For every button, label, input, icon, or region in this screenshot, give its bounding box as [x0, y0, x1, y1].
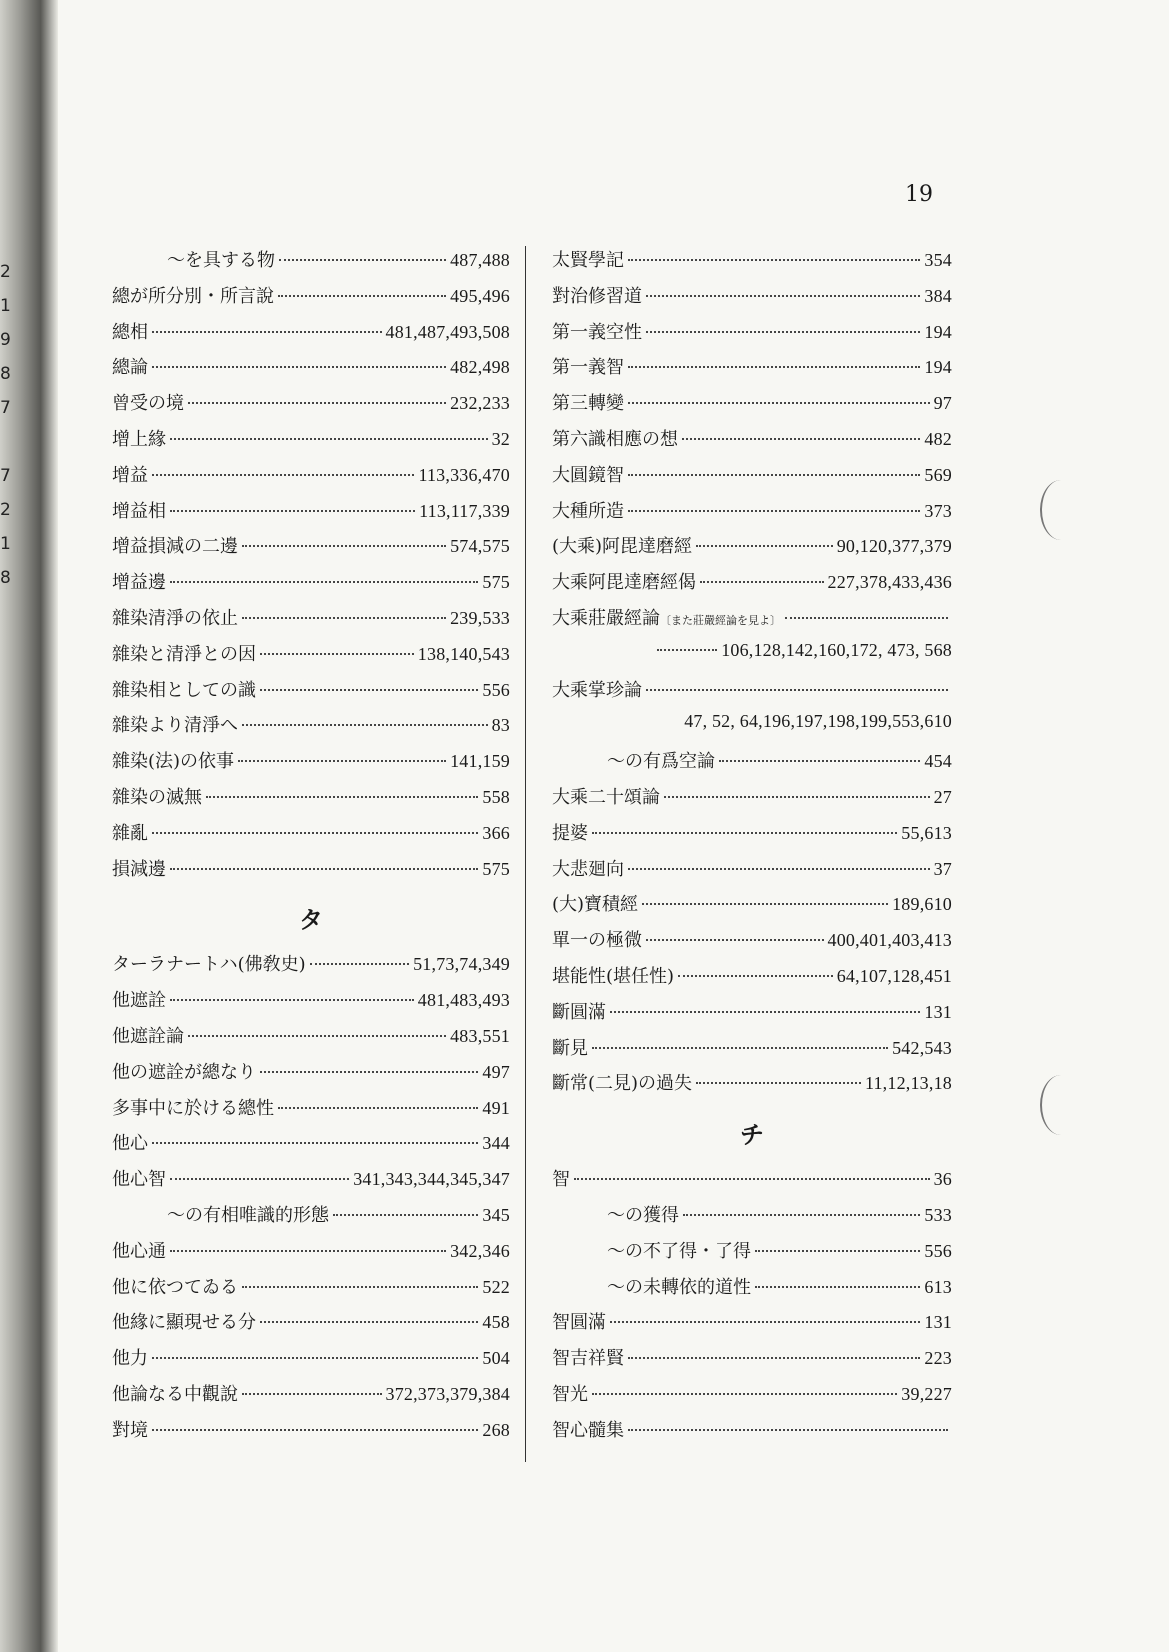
index-entry	[112, 950, 510, 986]
leader-dots	[628, 868, 930, 870]
entry-pages: 27	[933, 786, 952, 807]
leader-dots	[152, 366, 446, 368]
index-entry	[112, 819, 510, 855]
entry-term: 對治修習道	[552, 285, 642, 307]
edge-digit: 7	[0, 398, 11, 418]
index-entry	[112, 532, 510, 568]
index-entry	[112, 604, 510, 640]
entry-term: 大乘掌珍論	[552, 679, 642, 701]
index-entry	[112, 1129, 510, 1165]
leader-dots	[242, 1286, 478, 1288]
entry-term: 增益相	[112, 500, 166, 522]
leader-dots	[278, 295, 446, 297]
leader-dots	[628, 402, 930, 404]
section-heading-chi: チ	[740, 1121, 764, 1150]
index-entry	[112, 1058, 510, 1094]
index-entry	[552, 425, 952, 461]
entry-pages: 11,12,13,18	[864, 1073, 952, 1094]
index-column-left	[112, 246, 510, 1452]
leader-dots	[646, 939, 824, 941]
leader-dots	[755, 1250, 920, 1252]
entry-term: 〜の未轉依的道性	[607, 1276, 751, 1298]
index-entry	[112, 568, 510, 604]
entry-pages: 354	[924, 250, 952, 270]
entry-term: 雜染より清淨へ	[112, 715, 238, 737]
index-entry	[112, 1237, 510, 1273]
index-entry	[112, 1201, 510, 1237]
leader-dots	[678, 975, 833, 977]
entry-pages: 113,336,470	[418, 464, 510, 485]
section-heading-ta: タ	[299, 906, 323, 935]
entry-pages: 542,543	[892, 1037, 952, 1058]
index-entry	[112, 1165, 510, 1201]
entry-term: 〜の不了得・了得	[607, 1240, 751, 1262]
index-entry	[112, 461, 510, 497]
entry-term: 他緣に顯現せる分	[112, 1312, 256, 1334]
entry-term: 大乘莊嚴經論	[552, 607, 660, 629]
entry-pages: 194	[924, 357, 952, 378]
entry-pages: 138,140,543	[417, 643, 510, 664]
entry-pages: 141,159	[450, 751, 510, 772]
entry-term: 智光	[552, 1383, 588, 1405]
leader-dots	[333, 1214, 478, 1216]
entry-pages: 36	[933, 1169, 952, 1190]
leader-dots	[646, 689, 948, 691]
pencil-mark	[1040, 480, 1082, 540]
index-entry	[112, 855, 510, 891]
index-entry	[552, 1165, 952, 1201]
edge-digit: 1	[0, 534, 11, 554]
index-entry	[552, 604, 952, 640]
index-entry	[112, 711, 510, 747]
entry-term: 智	[552, 1169, 570, 1191]
entry-pages: 345	[482, 1204, 510, 1225]
index-entry	[552, 1034, 952, 1070]
entry-term: 智吉祥賢	[552, 1348, 624, 1370]
leader-dots	[785, 617, 948, 619]
leader-dots	[170, 999, 414, 1001]
entry-term: 雜染の滅無	[112, 786, 202, 808]
leader-dots	[610, 1011, 920, 1013]
index-column-right	[552, 246, 952, 1452]
index-entry	[552, 1201, 952, 1237]
index-entry	[112, 783, 510, 819]
leader-dots	[278, 1107, 478, 1109]
leader-dots	[642, 903, 888, 905]
index-entry	[112, 1344, 510, 1380]
entry-term: 總相	[112, 321, 148, 343]
leader-dots	[646, 295, 920, 297]
entry-term: 第三轉變	[552, 393, 624, 415]
leader-dots	[188, 402, 446, 404]
entry-pages: 194	[924, 321, 952, 342]
index-entry	[552, 532, 952, 568]
entry-term: 大悲廻向	[552, 858, 624, 880]
entry-pages: 90,120,377,379	[836, 536, 952, 557]
edge-digit	[0, 425, 14, 459]
index-entry	[112, 1022, 510, 1058]
edge-digit: 7	[0, 466, 11, 486]
index-entry	[552, 890, 952, 926]
leader-dots	[279, 259, 446, 261]
index-entry	[552, 246, 952, 282]
entry-pages: 97	[933, 393, 952, 414]
index-entry	[552, 497, 952, 533]
leader-dots	[152, 331, 382, 333]
entry-term: 他遮詮	[112, 990, 166, 1012]
entry-pages: 522	[482, 1276, 510, 1297]
entry-term: 堪能性(堪任性)	[552, 965, 675, 987]
index-entry	[552, 1237, 952, 1273]
entry-term: 〜の有爲空論	[607, 751, 715, 773]
entry-term: 單一の極微	[552, 930, 642, 952]
entry-list-left-a	[112, 246, 510, 890]
leader-dots	[170, 438, 488, 440]
index-entry	[552, 389, 952, 425]
entry-term: 大種所造	[552, 500, 624, 522]
index-entry	[552, 1069, 952, 1105]
entry-pages: 495,496	[450, 285, 510, 306]
leader-dots	[242, 1393, 382, 1395]
entry-pages: 481,487,493,508	[385, 321, 510, 342]
entry-term: 太賢學記	[552, 250, 624, 271]
entry-term: 曾受の境	[112, 393, 184, 415]
index-entry	[112, 1094, 510, 1130]
leader-dots	[170, 1250, 446, 1252]
leader-dots	[260, 689, 478, 691]
previous-page-edge-digits	[0, 255, 14, 595]
index-entry	[552, 1380, 952, 1416]
entry-term: 他の遮詮が總なり	[112, 1061, 256, 1083]
entry-term: 總論	[112, 357, 148, 379]
entry-pages: 613	[924, 1276, 952, 1297]
leader-dots	[683, 1214, 920, 1216]
leader-dots	[188, 1035, 446, 1037]
entry-pages: 268	[482, 1419, 510, 1440]
entry-pages: 341,343,344,345,347	[353, 1169, 510, 1190]
entry-term: 他遮詮論	[112, 1025, 184, 1047]
leader-dots	[238, 760, 446, 762]
leader-dots	[206, 796, 478, 798]
entry-pages: 47, 52, 64,196,197,198,199,553,610	[684, 711, 952, 732]
entry-pages: 491	[482, 1097, 510, 1118]
entry-pages: 37	[933, 858, 952, 879]
index-entry	[552, 1344, 952, 1380]
leader-dots	[628, 366, 920, 368]
leader-dots	[170, 510, 415, 512]
entry-pages: 344	[482, 1133, 510, 1154]
entry-pages: 113,117,339	[419, 500, 510, 521]
entry-pages: 131	[924, 1001, 952, 1022]
leader-dots	[628, 259, 920, 261]
entry-term: 增益損減の二邊	[112, 536, 238, 558]
entry-pages: 574,575	[450, 536, 510, 557]
entry-term: 他心	[112, 1133, 148, 1155]
pencil-mark	[1040, 1075, 1082, 1135]
leader-dots	[242, 724, 488, 726]
index-entry	[112, 246, 510, 282]
index-entry	[552, 998, 952, 1034]
entry-term: 斷見	[552, 1037, 588, 1059]
entry-term: (大乘)阿毘達磨經	[552, 536, 693, 558]
index-entry	[112, 425, 510, 461]
leader-dots	[152, 1142, 478, 1144]
index-entry	[552, 676, 952, 712]
entry-pages: 481,483,493	[417, 990, 510, 1011]
entry-pages: 482,498	[450, 357, 510, 378]
index-entry	[552, 819, 952, 855]
entry-pages: 131	[924, 1312, 952, 1333]
book-spine-shadow	[0, 0, 58, 1652]
index-entry	[112, 676, 510, 712]
entry-term: 雜染相としての識	[112, 679, 256, 701]
entry-term: 第一義智	[552, 357, 624, 379]
entry-pages: 232,233	[450, 393, 510, 414]
entry-note: 〔また莊嚴經論を見よ〕	[660, 613, 781, 627]
entry-pages: 32	[491, 428, 510, 449]
index-entry	[552, 461, 952, 497]
entry-term: 雜染清淨の依止	[112, 607, 238, 629]
index-entry	[552, 1416, 952, 1452]
index-entry	[112, 389, 510, 425]
entry-pages: 558	[482, 786, 510, 807]
leader-dots	[700, 581, 824, 583]
leader-dots	[592, 1047, 888, 1049]
entry-pages: 366	[482, 822, 510, 843]
index-entry	[112, 282, 510, 318]
leader-dots	[628, 474, 920, 476]
entry-list-left-b	[112, 950, 510, 1451]
entry-pages: 227,378,433,436	[827, 572, 952, 593]
entry-term: 提婆	[552, 822, 588, 844]
entry-pages: 483,551	[450, 1025, 510, 1046]
index-entry	[112, 497, 510, 533]
leader-dots	[610, 1321, 920, 1323]
entry-term: 增上緣	[112, 428, 166, 450]
entry-pages: 372,373,379,384	[385, 1383, 510, 1404]
entry-term: 大圓鏡智	[552, 464, 624, 486]
leader-dots	[152, 832, 478, 834]
entry-term: 斷圓滿	[552, 1001, 606, 1023]
entry-pages: 106,128,142,160,172, 473, 568	[721, 639, 952, 660]
leader-dots	[242, 545, 446, 547]
entry-pages: 458	[482, 1312, 510, 1333]
leader-dots	[682, 438, 920, 440]
entry-term: ターラナートハ(佛敎史)	[112, 954, 306, 976]
leader-dots	[628, 1357, 920, 1359]
leader-dots	[170, 868, 478, 870]
index-entry	[552, 353, 952, 389]
entry-term: 大乘阿毘達磨經偈	[552, 572, 696, 594]
edge-digit: 2	[0, 262, 11, 282]
entry-term: 雜亂	[112, 822, 148, 844]
entry-term: 雜染と清淨との因	[112, 643, 256, 665]
leader-dots	[152, 474, 414, 476]
index-entry	[552, 640, 952, 676]
entry-pages: 569	[924, 464, 952, 485]
entry-pages: 64,107,128,451	[836, 965, 952, 986]
entry-pages: 575	[482, 858, 510, 879]
entry-term: 他心通	[112, 1240, 166, 1262]
leader-dots	[260, 653, 414, 655]
leader-dots	[628, 510, 920, 512]
entry-pages: 575	[482, 572, 510, 593]
entry-pages: 55,613	[901, 822, 952, 843]
edge-digit: 1	[0, 296, 11, 316]
leader-dots	[719, 760, 920, 762]
leader-dots	[574, 1178, 930, 1180]
entry-term: 雜染(法)の依事	[112, 751, 235, 773]
entry-term: 他力	[112, 1348, 148, 1370]
page-number: 19	[905, 182, 933, 207]
entry-term: 他に依つてゐる	[112, 1276, 238, 1298]
index-entry	[112, 353, 510, 389]
index-entry	[552, 568, 952, 604]
index-entry	[112, 640, 510, 676]
edge-digit: 8	[0, 364, 11, 384]
entry-pages: 497	[482, 1061, 510, 1082]
entry-list-right-a	[552, 246, 952, 1105]
index-entry	[552, 855, 952, 891]
leader-dots	[152, 1357, 478, 1359]
index-entry	[552, 1273, 952, 1309]
entry-term: 損減邊	[112, 858, 166, 880]
entry-term: 智心髓集	[552, 1419, 624, 1441]
entry-pages: 373	[924, 500, 952, 521]
edge-digit: 8	[0, 568, 11, 588]
index-entry	[552, 962, 952, 998]
leader-dots	[646, 331, 920, 333]
entry-pages: 487,488	[450, 250, 510, 270]
entry-term: 總が所分別・所言說	[112, 285, 274, 307]
entry-pages: 51,73,74,349	[413, 954, 510, 975]
entry-pages: 239,533	[450, 607, 510, 628]
entry-term: 他論なる中觀說	[112, 1383, 238, 1405]
entry-pages: 556	[924, 1240, 952, 1261]
entry-pages: 400,401,403,413	[827, 930, 952, 951]
index-entry	[112, 1273, 510, 1309]
leader-dots	[260, 1321, 478, 1323]
index-entry	[552, 747, 952, 783]
leader-dots	[592, 832, 897, 834]
index-entry	[112, 318, 510, 354]
entry-pages: 83	[491, 715, 510, 736]
leader-dots	[310, 963, 409, 965]
index-entry	[552, 783, 952, 819]
entry-term: (大)寶積經	[552, 894, 639, 916]
entry-term: 〜の獲得	[607, 1204, 679, 1226]
leader-dots	[657, 649, 717, 651]
leader-dots	[755, 1286, 920, 1288]
entry-list-right-b	[552, 1165, 952, 1451]
index-entry	[112, 747, 510, 783]
entry-pages: 556	[482, 679, 510, 700]
index-entry	[112, 1416, 510, 1452]
leader-dots	[170, 1178, 349, 1180]
entry-term: 第一義空性	[552, 321, 642, 343]
index-entry	[112, 986, 510, 1022]
entry-term: 他心智	[112, 1169, 166, 1191]
leader-dots	[152, 1429, 478, 1431]
leader-dots	[696, 1082, 861, 1084]
index-entry	[552, 282, 952, 318]
entry-pages: 39,227	[901, 1383, 952, 1404]
index-entry	[552, 926, 952, 962]
leader-dots	[242, 617, 446, 619]
leader-dots	[664, 796, 930, 798]
entry-pages: 342,346	[450, 1240, 510, 1261]
entry-pages: 454	[924, 751, 952, 772]
leader-dots	[260, 1071, 478, 1073]
index-entry	[112, 1380, 510, 1416]
entry-term: 斷常(二見)の過失	[552, 1073, 693, 1095]
entry-term: 大乘二十頌論	[552, 786, 660, 808]
edge-digit: 9	[0, 330, 11, 350]
leader-dots	[696, 545, 833, 547]
entry-pages: 504	[482, 1348, 510, 1369]
entry-term: 對境	[112, 1419, 148, 1441]
entry-term: 多事中に於ける總性	[112, 1097, 274, 1119]
entry-term: 〜を具する物	[167, 250, 275, 271]
entry-pages: 223	[924, 1348, 952, 1369]
index-entry	[552, 711, 952, 747]
entry-term: 增益	[112, 464, 148, 486]
entry-term: 〜の有相唯識的形態	[167, 1204, 329, 1226]
entry-pages: 189,610	[892, 894, 952, 915]
column-divider	[525, 246, 526, 1462]
index-entry	[552, 318, 952, 354]
edge-digit: 2	[0, 500, 11, 520]
entry-term: 增益邊	[112, 572, 166, 594]
leader-dots	[170, 581, 478, 583]
entry-term: 第六識相應の想	[552, 428, 678, 450]
entry-pages: 533	[924, 1204, 952, 1225]
leader-dots	[592, 1393, 897, 1395]
index-entry	[552, 1308, 952, 1344]
entry-pages: 384	[924, 285, 952, 306]
entry-term: 智圓滿	[552, 1312, 606, 1334]
index-entry	[112, 1308, 510, 1344]
leader-dots	[628, 1429, 948, 1431]
entry-pages: 482	[924, 428, 952, 449]
